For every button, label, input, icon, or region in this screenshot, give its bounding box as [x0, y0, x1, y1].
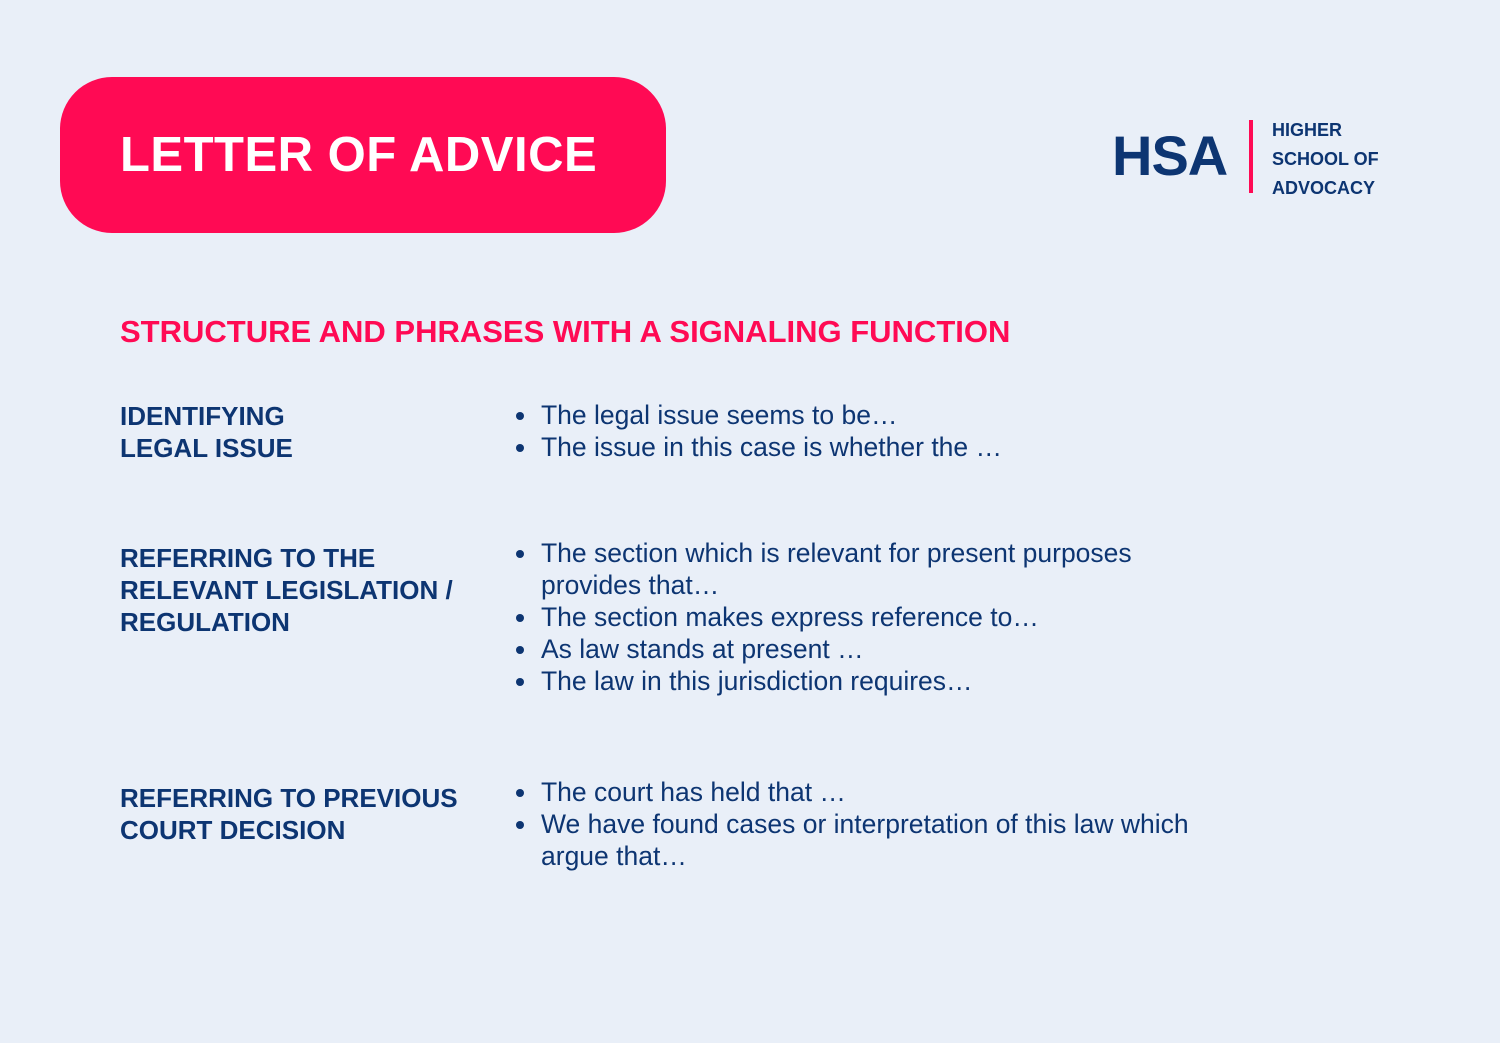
phrase-text: The section which is relevant for present purposes provides that… — [541, 538, 1132, 600]
bullet-icon — [516, 444, 524, 452]
phrase-text: As law stands at present … — [541, 634, 864, 664]
phrase-text: The legal issue seems to be… — [541, 400, 898, 430]
phrase-list — [506, 537, 1226, 697]
bullet-icon — [516, 614, 524, 622]
list-item — [506, 808, 1226, 872]
list-item — [506, 537, 1226, 601]
bullet-icon — [516, 789, 524, 797]
bullet-icon — [516, 550, 524, 558]
title-banner — [60, 77, 666, 233]
section-label-line: COURT DECISION — [120, 815, 346, 845]
phrase-text: The law in this jurisdiction requires… — [541, 666, 973, 696]
list-item — [506, 665, 1226, 697]
logo-line: SCHOOL OF — [1272, 149, 1379, 169]
logo-mark: HSA — [1112, 124, 1228, 187]
section-label-line: RELEVANT LEGISLATION / — [120, 575, 453, 605]
list-item — [506, 601, 1226, 633]
section-label — [120, 542, 500, 638]
list-item — [506, 431, 1226, 463]
phrase-text: The court has held that … — [541, 777, 846, 807]
list-item — [506, 399, 1226, 431]
section-label — [120, 782, 500, 846]
logo-line: ADVOCACY — [1272, 178, 1376, 198]
logo-divider — [1249, 120, 1253, 193]
bullet-icon — [516, 678, 524, 686]
list-item — [506, 633, 1226, 665]
section-label-line: LEGAL ISSUE — [120, 433, 293, 463]
section-label-line: REGULATION — [120, 607, 290, 637]
logo-wordmark — [1272, 116, 1379, 203]
bullet-icon — [516, 412, 524, 420]
phrase-list — [506, 776, 1226, 872]
page-title: LETTER OF ADVICE — [120, 128, 598, 182]
section-label — [120, 400, 500, 464]
logo-line: HIGHER — [1272, 120, 1343, 140]
section-heading: STRUCTURE AND PHRASES WITH A SIGNALING FUNCTION — [120, 314, 1011, 349]
section-label-line: REFERRING TO THE — [120, 543, 376, 573]
bullet-icon — [516, 821, 524, 829]
phrase-text: The issue in this case is whether the … — [541, 432, 1003, 462]
phrase-text: The section makes express reference to… — [541, 602, 1039, 632]
bullet-icon — [516, 646, 524, 654]
section-label-line: IDENTIFYING — [120, 401, 285, 431]
list-item — [506, 776, 1226, 808]
phrase-text: We have found cases or interpretation of this law which argue that… — [541, 809, 1189, 871]
phrase-list — [506, 399, 1226, 463]
section-label-line: REFERRING TO PREVIOUS — [120, 783, 458, 813]
